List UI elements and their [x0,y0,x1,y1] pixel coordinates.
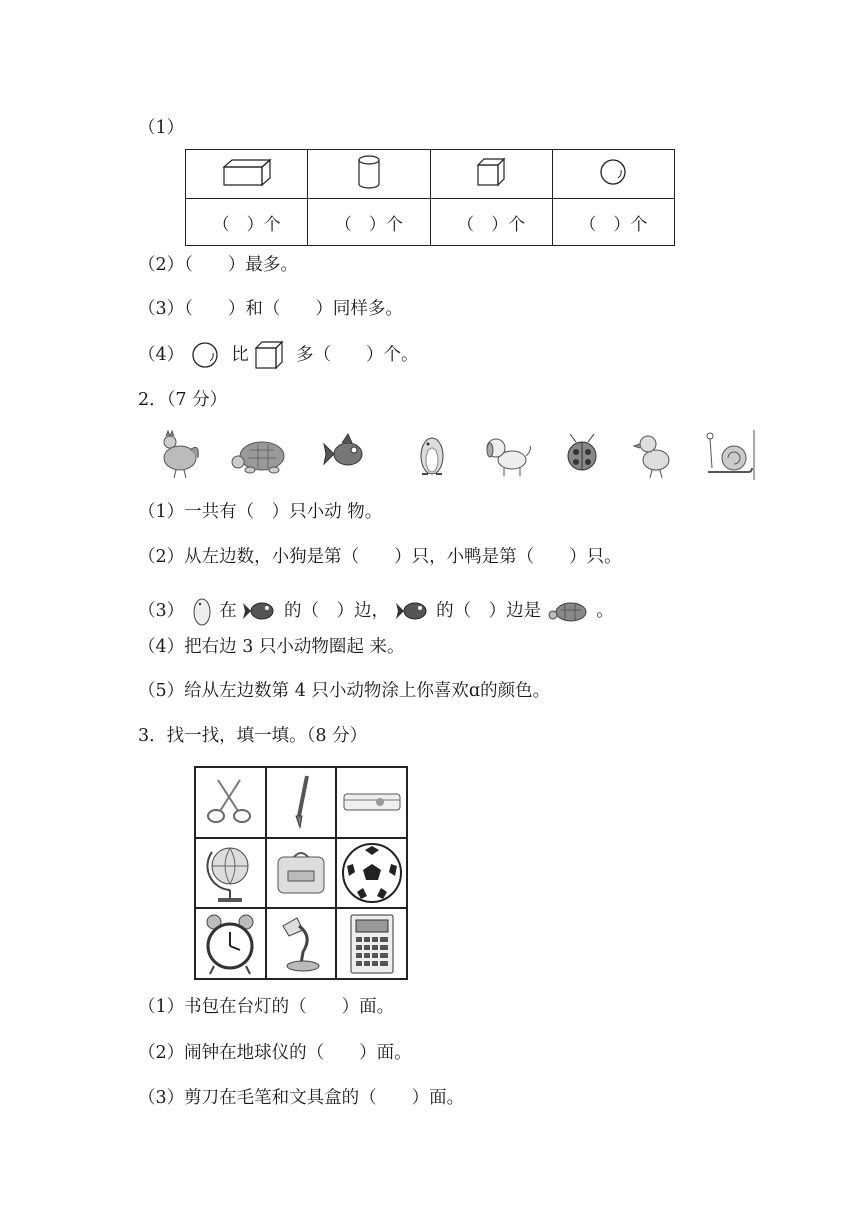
q1-sub3: （3）（ ）和（ ）同样多。 [138,299,403,319]
q2-s3-end: 。 [596,601,614,621]
q1-sub4-prefix: （4） [138,345,185,365]
q3-s1: （1）书包在台灯的（ ）面。 [138,997,395,1017]
grid-cell-globe [195,838,266,909]
cylinder-icon [356,154,382,190]
q1-sub4-mid: 比 [231,345,249,365]
shapes-count-table [185,149,675,246]
cylinder-count[interactable]: （ ）个 [308,199,430,246]
football-icon [341,842,403,904]
cuboid-icon [222,157,272,187]
q2-s2: （2）从左边数，小狗是第（ ）只，小鸭是第（ ）只。 [138,547,622,567]
goldfish-icon [322,428,370,480]
desk-lamp-icon [273,914,329,974]
grid-cell-desk-lamp [266,908,337,979]
ladybug-icon [558,428,606,480]
grid-cell-football [336,838,407,909]
rooster-icon [156,428,204,480]
goldfish-icon [395,597,431,625]
sphere-cell [552,150,674,199]
grid-cell-calculator [336,908,407,979]
q3-s3: （3）剪刀在毛笔和文具盒的（ ）面。 [138,1088,465,1108]
duckling-icon [630,428,678,480]
q2-s5: （5）给从左边数第 4 只小动物涂上你喜欢ɑ的颜色。 [138,681,551,701]
grid-cell-schoolbag [266,838,337,909]
q2-s3-a: 在 [219,601,237,621]
cube-icon [476,157,506,187]
q2-s4: （4）把右边 3 只小动物圈起 来。 [138,637,405,657]
schoolbag-icon [272,847,330,899]
q2-s1: （1）一共有（ ）只小动 物。 [138,502,383,522]
cube-count[interactable]: （ ）个 [430,199,552,246]
grid-cell-pencil-case [336,767,407,838]
sphere-icon [598,157,628,187]
animal-row [156,428,756,484]
cube-icon [254,340,284,370]
q3-s2: （2）闹钟在地球仪的（ ）面。 [138,1043,412,1063]
q2-s3-b: 的（ ）边， [283,601,389,621]
calculator-icon [349,913,395,975]
turtle-icon [230,428,294,480]
grid-cell-scissors [195,767,266,838]
penguin-icon [190,594,214,628]
turtle-icon [547,598,591,624]
sphere-count[interactable]: （ ）个 [552,199,674,246]
cube-cell [430,150,552,199]
brush-icon [281,772,321,832]
q1-sub1-label: （1） [138,118,185,138]
q2-s3 [138,594,614,628]
puppy-icon [482,428,534,480]
goldfish-icon [242,597,278,625]
q3-title: 3．找一找，填一填。（8 分） [138,726,368,746]
q2-s3-prefix: （3） [138,601,185,621]
pencil-case-icon [342,788,402,816]
q2-s3-c: 的（ ）边是 [436,601,542,621]
scissors-icon [202,774,258,830]
grid-cell-alarm-clock [195,908,266,979]
cuboid-count[interactable]: （ ）个 [186,199,308,246]
cuboid-cell [186,150,308,199]
cylinder-cell [308,150,430,199]
q1-sub2: （2）（ ）最多。 [138,255,298,275]
grid-cell-brush [266,767,337,838]
objects-grid [194,766,408,980]
q1-sub4 [138,340,418,370]
penguin-icon [408,428,456,480]
snail-icon [702,428,758,480]
alarm-clock-icon [200,912,260,976]
q1-sub4-suffix: 多（ ）个。 [295,345,419,365]
sphere-icon [190,340,220,370]
q2-title: 2．（7 分） [138,390,228,410]
globe-icon [202,842,258,904]
